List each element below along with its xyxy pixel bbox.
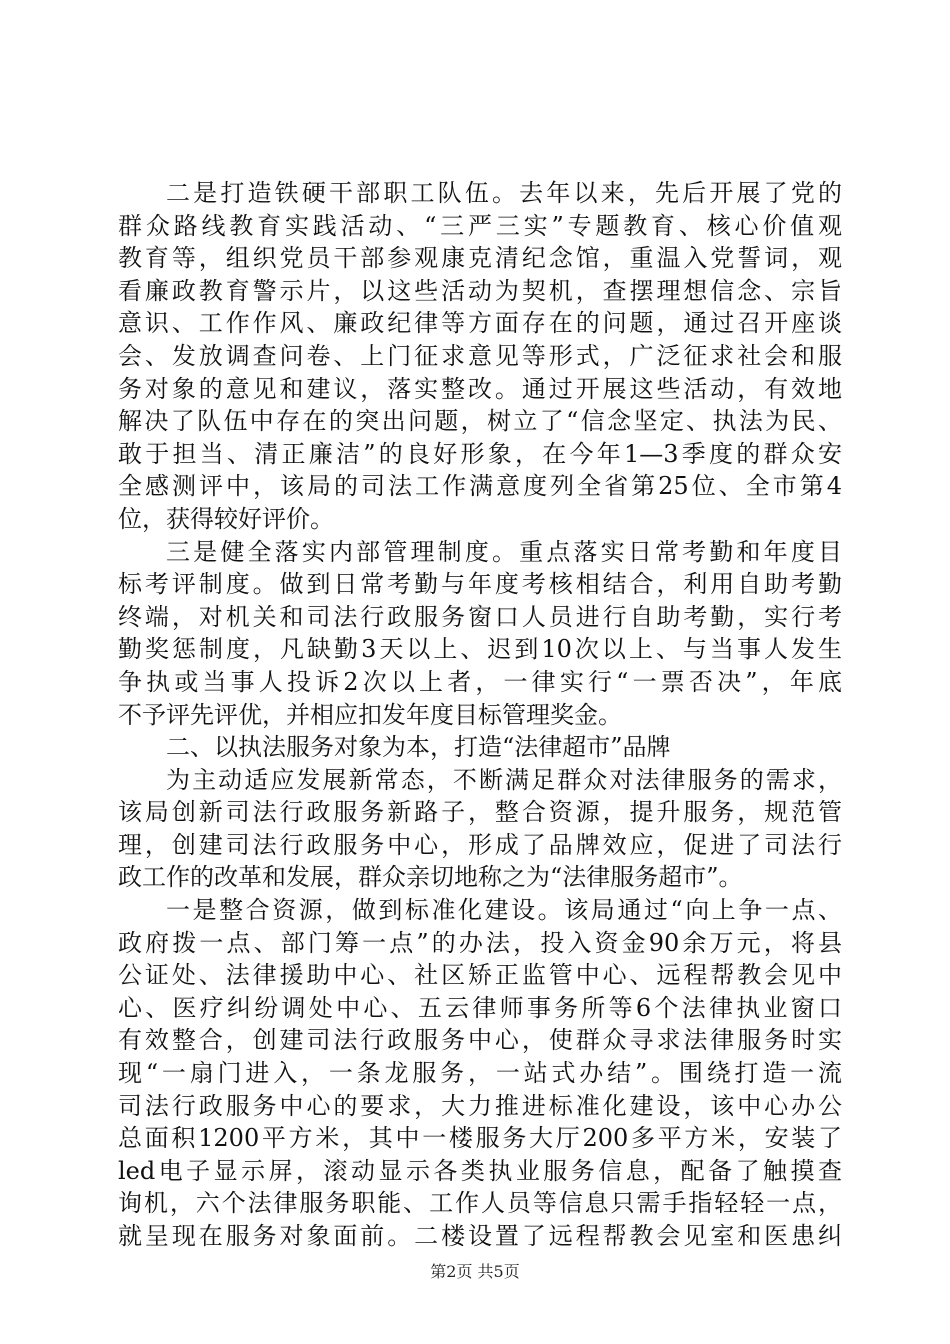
text-line: 为主动适应发展新常态，不断满足群众对法律服务的需求， xyxy=(166,765,842,794)
text-line: 理，创建司法行政服务中心，形成了品牌效应，促进了司法行 xyxy=(118,830,842,859)
text-line: 心、医疗纠纷调处中心、五云律师事务所等6个法律执业窗口 xyxy=(118,993,842,1022)
text-line: 看廉政教育警示片，以这些活动为契机，查摆理想信念、宗旨 xyxy=(118,276,842,305)
text-line: 就呈现在服务对象面前。二楼设置了远程帮教会见室和医患纠 xyxy=(118,1222,842,1250)
text-line: 司法行政服务中心的要求，大力推进标准化建设，该中心办公 xyxy=(118,1091,842,1120)
text-line: 公证处、法律援助中心、社区矫正监管中心、远程帮教会见中 xyxy=(118,961,842,990)
text-line: 总面积1200平方米，其中一楼服务大厅200多平方米，安装了 xyxy=(118,1124,842,1153)
text-line: 现“一扇门进入，一条龙服务，一站式办结”。围绕打造一流 xyxy=(118,1059,842,1088)
text-line: 一是整合资源，做到标准化建设。该局通过“向上争一点、 xyxy=(166,896,842,925)
text-line: 教育等，组织党员干部参观康克清纪念馆，重温入党誓词，观 xyxy=(118,244,842,273)
page-footer xyxy=(0,1262,950,1282)
document-body xyxy=(118,177,842,1253)
text-line: 有效整合，创建司法行政服务中心，使群众寻求法律服务时实 xyxy=(118,1026,842,1055)
text-line: led电子显示屏，滚动显示各类执业服务信息，配备了触摸查 xyxy=(118,1156,842,1185)
text-line: 群众路线教育实践活动、“三严三实”专题教育、核心价值观 xyxy=(118,211,842,240)
text-line: 政府拨一点、部门筹一点”的办法，投入资金90余万元，将县 xyxy=(118,928,842,957)
text-line: 不予评先评优，并相应扣发年度目标管理奖金。 xyxy=(118,700,622,729)
text-line: 解决了队伍中存在的突出问题，树立了“信念坚定、执法为民、 xyxy=(118,407,842,436)
text-line: 勤奖惩制度，凡缺勤3天以上、迟到10次以上、与当事人发生 xyxy=(118,635,842,664)
text-line: 全感测评中，该局的司法工作满意度列全省第25位、全市第4 xyxy=(118,472,842,501)
text-line: 位，获得较好评价。 xyxy=(118,504,334,533)
section-heading: 二、以执法服务对象为本，打造“法律超市”品牌 xyxy=(166,733,671,762)
text-line: 争执或当事人投诉2次以上者，一律实行“一票否决”，年底 xyxy=(118,667,842,696)
text-line: 敢于担当、清正廉洁”的良好形象，在今年1—3季度的群众安 xyxy=(118,439,842,468)
text-line: 该局创新司法行政服务新路子，整合资源，提升服务，规范管 xyxy=(118,798,842,827)
text-line: 务对象的意见和建议，落实整改。通过开展这些活动，有效地 xyxy=(118,374,842,403)
text-line: 标考评制度。做到日常考勤与年度考核相结合，利用自助考勤 xyxy=(118,570,842,599)
text-line: 终端，对机关和司法行政服务窗口人员进行自助考勤，实行考 xyxy=(118,602,842,631)
text-line: 政工作的改革和发展，群众亲切地称之为“法律服务超市”。 xyxy=(118,863,743,892)
text-line: 询机，六个法律服务职能、工作人员等信息只需手指轻轻一点， xyxy=(118,1189,842,1218)
text-line: 二是打造铁硬干部职工队伍。去年以来，先后开展了党的 xyxy=(166,179,842,207)
text-line: 意识、工作作风、廉政纪律等方面存在的问题，通过召开座谈 xyxy=(118,309,842,338)
text-line: 三是健全落实内部管理制度。重点落实日常考勤和年度目 xyxy=(166,537,842,566)
page-number: 第2页 共5页 xyxy=(430,1262,520,1281)
text-line: 会、发放调查问卷、上门征求意见等形式，广泛征求社会和服 xyxy=(118,341,842,370)
